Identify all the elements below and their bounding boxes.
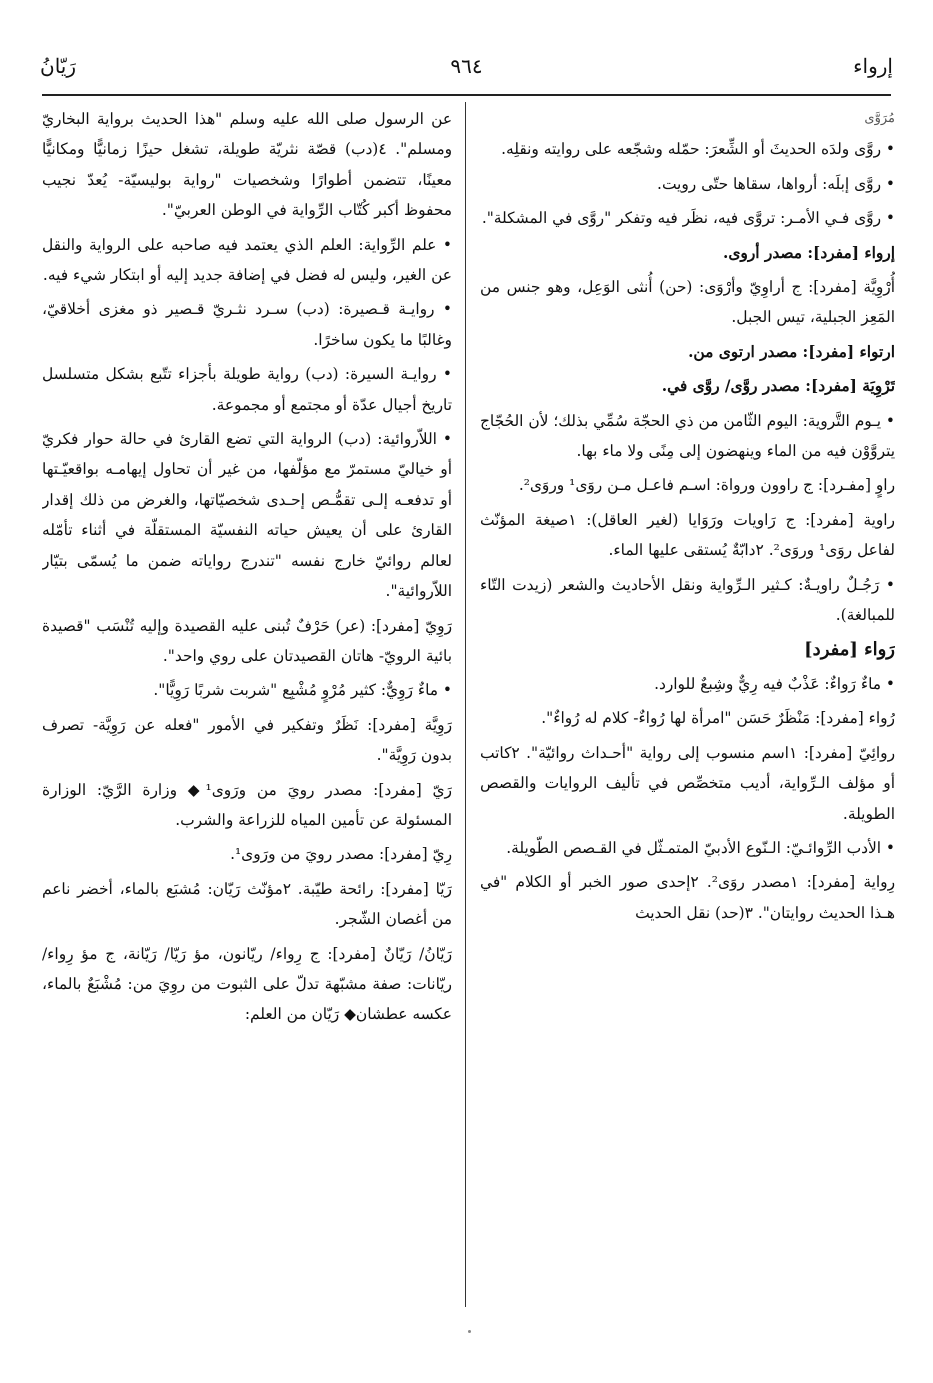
entry: إرواء [مفرد]: مصدر أروى. (723, 243, 895, 262)
header-right-headword: إرواء (853, 54, 893, 78)
entry: رَيّ [مفرد]: مصدر رويَ من ورَوى¹◆ وزارة الرَّيّ: الوزارة المسئولة عن تأمين المياه للزراعة والشرب. (42, 780, 452, 829)
entry: رَوِيَّة [مفرد]: نَظَرٌ وتفكير في الأمور "فعله عن رَوِيَّة- تصرف بدون رَوِيَّة". (42, 715, 452, 765)
column-divider (465, 102, 466, 1307)
sub-entry: • ماءٌ رَوِيٌّ: كثير مُرْوٍ مُشْبِع "شربت شربًا رَوِيًّا". (153, 681, 452, 700)
entry: راوية [مفرد]: ج رَاويات ورَوَايا (لغير العاقل): ١صيغة المؤنّث لفاعل روَى¹ وروَى². ٢دابّةٌ يُستقى عليها الماء. (480, 510, 895, 560)
entry: ارتواء [مفرد]: مصدر ارتوى من. (688, 342, 895, 361)
entry: رَيّانُ/ رَيّانٌ [مفرد]: ج رِواء/ ريّانون، مؤ رَيّا/ رَيّانة، ج مؤ رِواء/ ريّانات: صفة مشبّهة تدلّ على الثبوت من روِيَ من: مُشْبَعٌ بالماء، عكسه عطشان◆ رَيّان من العلم: (42, 944, 452, 1024)
sub-entry: • روايـة قـصيرة: (دب) سـرد نثـريّ قـصير ذو مغزى أخلاقيّ، وغالبًا ما يكون ساخرًا. (42, 300, 452, 349)
page-header (40, 42, 893, 92)
page-number: ٩٦٤ (450, 54, 483, 78)
sub-entry: • علم الرِّواية: العلم الذي يعتمد فيه صاحبه على الرواية والنقل عن الغير، وليس له فضل في إضافة جديد إليه أو ابتكار شيء فيه. (42, 235, 452, 285)
entry: رِيّ [مفرد]: مصدر رويَ من ورَوى¹. (230, 845, 452, 864)
entry: رَيّا [مفرد]: رائحة طيّبة. ٢مؤنّث رَيّان: مُشبَع بالماء، أخضر ناعم من أغصان الشّجر. (42, 879, 452, 929)
sub-entry: • رَجُـلٌ راويـةٌ: كـثير الـرِّواية ونقل الأحاديث والشعر (زيدت التّاء للمبالغة). (480, 575, 895, 625)
continued-marker: مُرَوَّى (864, 111, 895, 126)
entry-headword: رَواء [مفرد] (804, 638, 895, 660)
sub-entry: • روَّى ولدَه الحديثَ أو الشِّعرَ: حمّله وشجّعه على روايته ونقلِه. (501, 140, 895, 159)
header-rule (42, 94, 891, 96)
entry-continuation: عن الرسول صلى الله عليه وسلم "هذا الحديث برواية البخاريّ ومسلم". ٤(دب) قصّة نثريّة طويلة، تشغل حيزًا زمانيًّا ومكانيًّا معينًا، تتضمن أطوارًا وشخصيات "رواية بوليسيّة- يُعدّ نجيب محفوظ أكبر كُتّاب الرِّواية في الوطن العربيّ". (42, 110, 452, 220)
sub-entry: • اللاّروائية: (دب) الرواية التي تضع القارئ في حالة حوار فكريّ أو خياليّ مستمرّ مع مؤلّفها، من غير أن تحاول إيهامـه بواقعيّـتها أو تدفعـه إلـى تقمُّـص إحـدى شخصيّاتها، والغرض من ذلك إقدار القارئ على أن يعيش حياته النفسيّة المستقلّة في أثناء تأمّله لعالم روائيّ خارج نفسه "تندرج رواياته ضمن ما يُسمّى بتيّار اللاّروائية". (42, 430, 452, 601)
entry: تَرْوِيَة [مفرد]: مصدر روَّى/ روَّى في. (661, 377, 895, 396)
page-mark (468, 1330, 471, 1333)
entry: رُواء [مفرد]: مَنْظَرٌ حَسَن "امرأة لها رُواءٌ- كلام له رُواءٌ". (541, 709, 895, 728)
entry: روائِيّ [مفرد]: ١اسم منسوب إلى رواية "أحـداث روائيّة". ٢كاتب أو مؤلف الـرِّواية، أديب متخصِّص في تأليف الروايات والقصص الطويلة. (480, 743, 895, 823)
header-left-headword: رَيّانُ (40, 54, 77, 78)
sub-entry: • ماءٌ رَواءٌ: عَذْبٌ فيه رِيٌّ وشِبعٌ للوارد. (654, 674, 895, 693)
left-column (42, 104, 452, 1304)
sub-entry: • روَّى إبلَه: أرواها، سقاها حتّى رويت. (657, 174, 895, 193)
sub-entry: • روَّى فـي الأمـر: تروَّى فيه، نظَر فيه وتفكر "روَّى في المشكلة". (481, 209, 895, 228)
sub-entry: • روايـة السيرة: (دب) رواية طويلة بأجزاء تتّبع بشكل متسلسل تاريخ أجيال عدّة أو مجتمع أو مجموعة. (42, 365, 452, 414)
entry: أُرْوِيَّة [مفرد]: ج أراوِيّ وأرْوَى: (حن) أُنثى الوَعِل، وهو جنس من المَعِز الجبلية، تيس الجبل. (480, 278, 895, 327)
entry: رَوِيّ [مفرد]: (عر) حَرْفٌ تُبنى عليه القصيدة وإليه تُنْسَب "قصيدة بائية الرويّ- هاتان القصيدتان على روي واحد". (42, 616, 452, 665)
sub-entry: • يـوم التَّروية: اليوم الثّامن من ذي الحجّة سُمِّي بذلك؛ لأن الحُجّاج يتروَّوْن فيه من الماء وينهضون إلى مِنًى ولا ماء بها. (480, 411, 895, 461)
entry: راوٍ [مفـرد]: ج راوون ورواة: اسـم فاعـل مـن روَى¹ وروَى². (518, 476, 895, 495)
sub-entry: • الأدب الرِّوائـيّ: الـنّوع الأدبيّ المتمـثّل في القـصص الطّويلة. (506, 838, 895, 857)
entry: رِواية [مفرد]: ١مصدر روَى². ٢إحدى صور الخبر أو الكلام "في هـذا الحديث روايتان". ٣(حد) نقل الحديث (480, 873, 895, 922)
right-column (480, 104, 895, 1304)
